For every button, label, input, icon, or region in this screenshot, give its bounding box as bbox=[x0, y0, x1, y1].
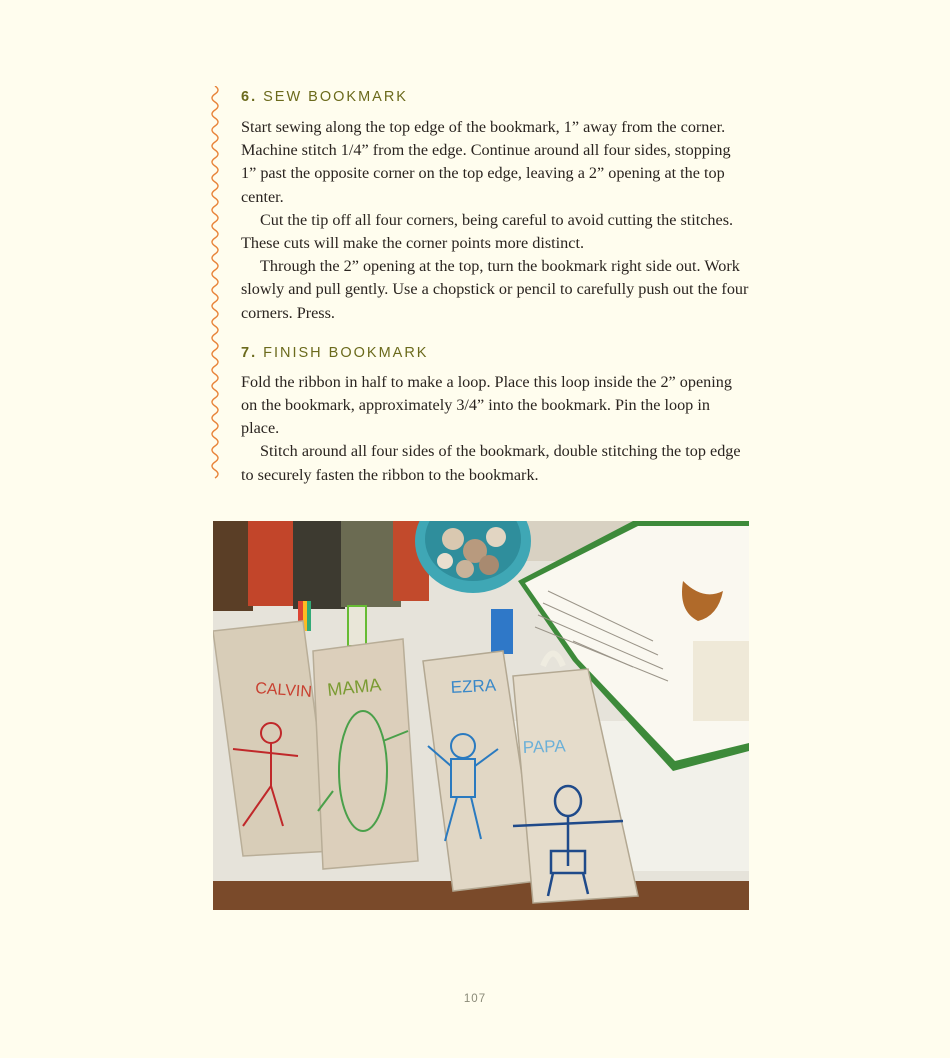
bookmark-name-calvin: CALVIN bbox=[254, 680, 313, 701]
finish-step-paragraph-1: Fold the ribbon in half to make a loop. Place this loop inside the 2” opening on the bookmark, approximately 3/4” into the bookmark. Pin the loop in place. bbox=[241, 372, 732, 438]
section-heading-sew-bookmark: 6. SEW BOOKMARK bbox=[241, 89, 408, 105]
page-number: 107 bbox=[463, 993, 487, 1005]
bookmark-name-mama: MAMA bbox=[326, 674, 383, 700]
bookmark-name-papa: PAPA bbox=[522, 736, 566, 757]
instructions bbox=[241, 86, 749, 487]
sew-step-paragraph-1: Start sewing along the top edge of the bookmark, 1” away from the corner. Machine stitch 1/4” from the edge. Continue around all four sides, stopping 1” past the opposite corner on the top edge, leaving a 2” opening at the top center. bbox=[241, 118, 731, 206]
sew-step-paragraph-2: Cut the tip off all four corners, being careful to avoid cutting the stitches. These cuts will make the corner points more distinct. bbox=[241, 210, 734, 253]
decorative-squiggle-border bbox=[207, 86, 223, 482]
bookmarks-photo bbox=[213, 521, 749, 910]
sew-step-paragraph-3: Through the 2” opening at the top, turn the bookmark right side out. Work slowly and pull gently. Use a chopstick or pencil to carefully push out the four corners. Press. bbox=[241, 257, 749, 322]
section-heading-finish-bookmark: 7. FINISH BOOKMARK bbox=[241, 344, 429, 361]
book-spines bbox=[213, 521, 429, 611]
finish-step-paragraph-2: Stitch around all four sides of the bookmark, double stitching the top edge to securely fasten the ribbon to the bookmark. bbox=[241, 442, 741, 484]
bookmarks-photo-illustration bbox=[213, 521, 749, 910]
bookmark-name-ezra: EZRA bbox=[450, 675, 497, 697]
